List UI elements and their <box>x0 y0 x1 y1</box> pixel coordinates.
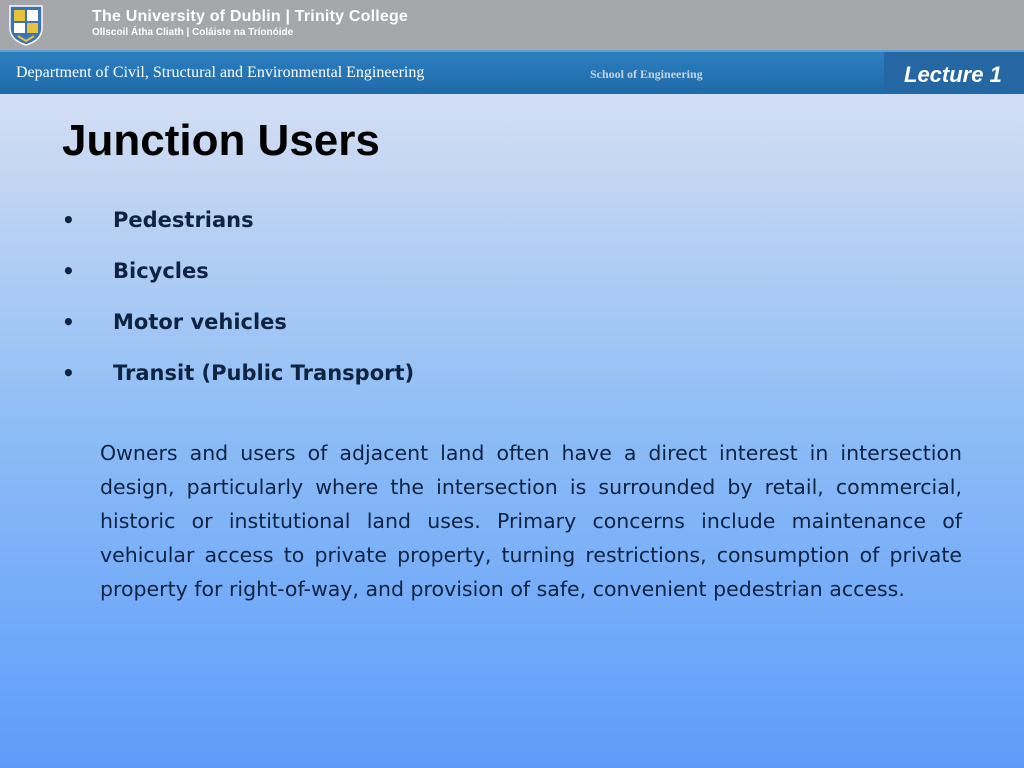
university-crest-icon <box>8 4 44 46</box>
body-paragraph: Owners and users of adjacent land often have a direct interest in intersection design, particularly where the intersection is surrounded by retail, commercial, historic or institutional land uses. Primary concerns include maintenance of vehicular access to private property, turning restrictions, consumption of private property for right-of-way, and provision of safe, convenient pedestrian access. <box>100 441 962 601</box>
university-header <box>0 0 1024 50</box>
bullet-label: Pedestrians <box>113 208 254 232</box>
bullet-label: Bicycles <box>113 259 209 283</box>
bullet-marker: • <box>62 361 75 385</box>
department-bar <box>0 50 1024 94</box>
university-name-irish: Ollscoil Átha Cliath | Coláiste na Tríonóide <box>92 27 294 38</box>
bullet-marker: • <box>62 259 75 283</box>
university-name: The University of Dublin | Trinity College <box>92 8 409 25</box>
school-name: School of Engineering <box>590 67 703 81</box>
lecture-label: Lecture 1 <box>904 62 1002 87</box>
bullet-label: Motor vehicles <box>113 310 287 334</box>
bullet-label: Transit (Public Transport) <box>113 361 415 385</box>
slide-title: Junction Users <box>62 116 380 165</box>
department-name: Department of Civil, Structural and Environmental Engineering <box>16 64 425 81</box>
bullet-marker: • <box>62 208 75 232</box>
lecture-badge <box>884 52 1024 92</box>
bullet-marker: • <box>62 310 75 334</box>
